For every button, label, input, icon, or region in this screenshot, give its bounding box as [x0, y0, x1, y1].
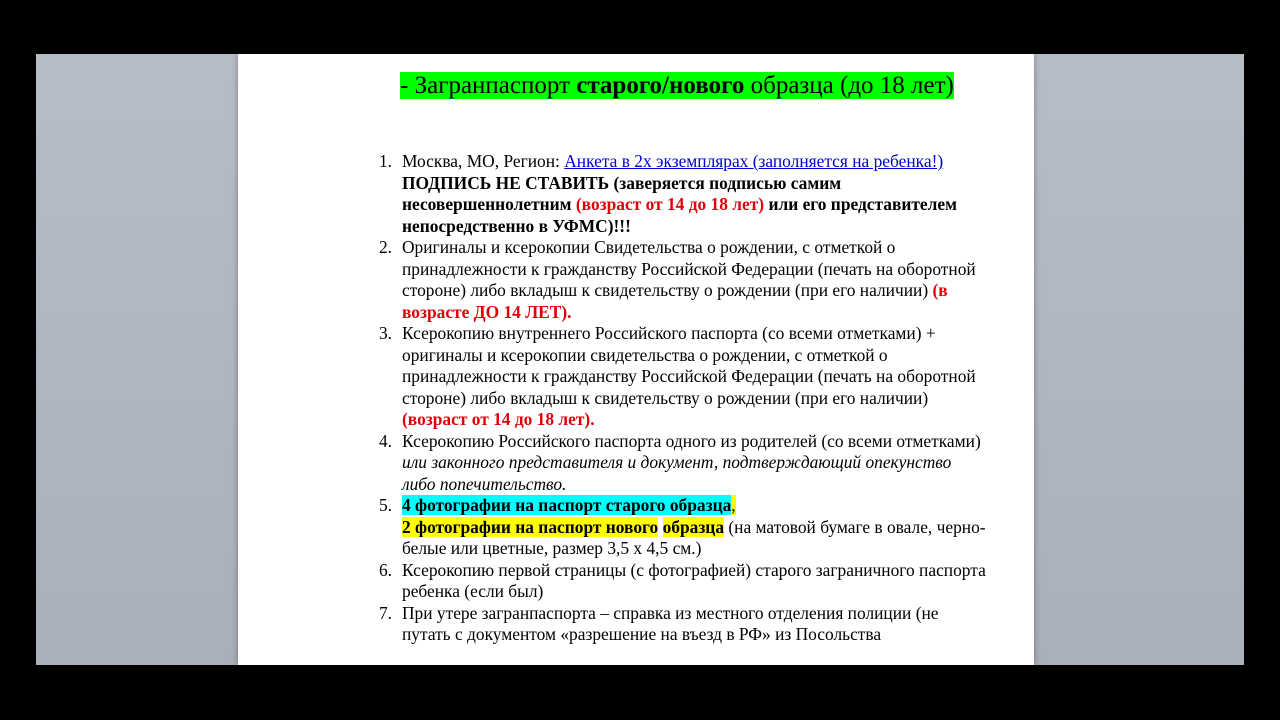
list-number: 3. [378, 323, 392, 343]
list-item [368, 237, 988, 323]
item-italic-text: или законного представителя и документ, подтверждающий опекунство либо попечительство. [402, 452, 952, 494]
item-cyan-highlight: 4 фотографии на паспорт старого образца [402, 495, 732, 515]
item-text: Москва, МО, Регион: [402, 151, 565, 171]
title-highlight [400, 72, 954, 99]
item-red-text: (возраст от 14 до 18 лет) [575, 194, 765, 214]
title-suffix: образца (до 18 лет) [744, 72, 954, 99]
title-prefix: - Загранпаспорт [400, 72, 577, 99]
item-yellow-highlight: образца [662, 516, 725, 537]
item-red-text: (возраст от 14 до 18 лет). [402, 409, 595, 429]
title-bold: старого/нового [576, 72, 745, 99]
list-item [368, 323, 988, 431]
item-text: Ксерокопию первой страницы (с фотографией) старого заграничного паспорта ребенка (если был) [402, 559, 986, 601]
item-yellow-highlight: 2 фотографии на паспорт нового [402, 516, 659, 537]
section-title [400, 70, 960, 101]
form-link[interactable]: Анкета в 2х экземплярах (заполняется на ребенка!) [564, 151, 944, 171]
list-number: 4. [378, 430, 392, 451]
item-text: Ксерокопию внутреннего Российского паспорта (со всеми отметками) + оригиналы и ксерокопии свидетельства о рождении, с отметкой о принадлежности к гражданству Российской Федерации (печать на оборотной стороне) либо вкладыш к свидетельству о рождении (при его наличии) [402, 323, 976, 408]
list-number: 5. [378, 495, 392, 515]
list-item [368, 431, 988, 496]
item-red-text: (в возрасте ДО 14 ЛЕТ). [402, 280, 948, 322]
list-number: 1. [378, 151, 392, 171]
item-text: При утере загранпаспорта – справка из местного отделения полиции (не путать с документом «разрешение на въезд в РФ» из Посольства [402, 602, 939, 644]
item-comma: , [731, 495, 736, 515]
item-space [658, 517, 662, 537]
document-viewport[interactable] [36, 54, 1244, 665]
list-number: 7. [378, 602, 392, 623]
item-text: Оригиналы и ксерокопии Свидетельства о рождении, с отметкой о принадлежности к гражданству Российской Федерации (печать на оборотной стороне) либо вкладыш к свидетельству о рождении (при его наличии) [402, 237, 976, 300]
list-number: 6. [378, 559, 392, 580]
list-item [368, 603, 988, 646]
item-text: (на матовой бумаге в овале, черно-белые или цветные, размер 3,5 х 4,5 см.) [402, 516, 986, 558]
requirements-list [368, 151, 988, 646]
list-number: 2. [378, 237, 392, 257]
item-bold-text: ПОДПИСЬ НЕ СТАВИТЬ (заверяется подписью самим несовершеннолетним [402, 172, 842, 214]
document-page [238, 54, 1034, 665]
list-item [368, 560, 988, 603]
item-text: Ксерокопию Российского паспорта одного из родителей (со всеми отметками) [402, 430, 981, 451]
list-item [368, 495, 988, 560]
item-bold-text: или его представителем непосредственно в УФМС)!!! [402, 194, 957, 236]
list-item [368, 151, 988, 237]
